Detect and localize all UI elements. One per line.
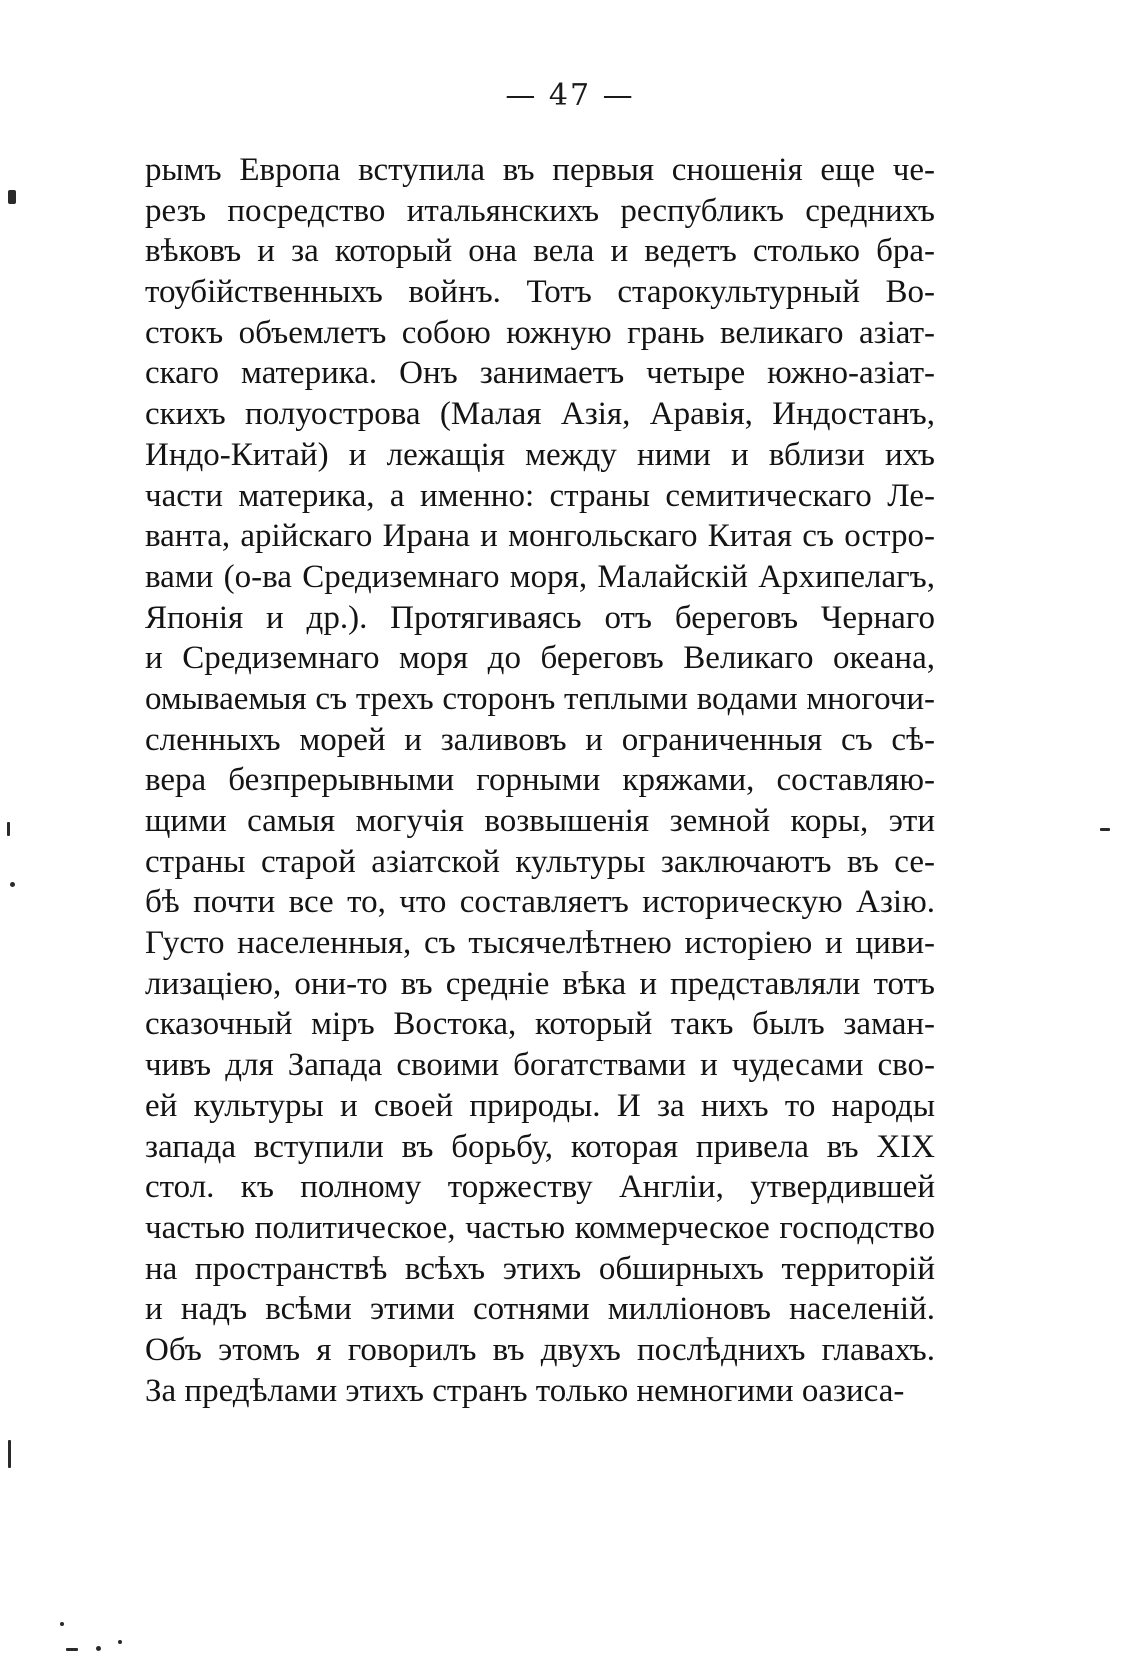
margin-mark — [8, 1440, 11, 1468]
margin-mark — [7, 822, 10, 836]
margin-mark — [96, 1646, 101, 1651]
text-line: частью политическое, частью коммерческое господство — [145, 1209, 935, 1246]
text-line: вами (о-ва Средиземнаго моря, Малайскій Архипелагъ, — [145, 558, 935, 595]
text-line: бѣ почти все то, что составляетъ историческую Азію. — [145, 884, 935, 921]
text-line: Густо населенныя, съ тысячелѣтнею исторіею и циви- — [145, 925, 935, 962]
text-line: Индо-Китай) и лежащія между ними и вблизи ихъ — [145, 436, 935, 473]
text-line: стокъ объемлетъ собою южную грань великаго азіат- — [145, 314, 935, 351]
text-line: на пространствѣ всѣхъ этихъ обширныхъ территорій — [145, 1250, 935, 1287]
text-line: скихъ полуострова (Малая Азія, Аравія, Индостанъ, — [145, 396, 935, 433]
text-line: чивъ для Запада своими богатствами и чудесами сво- — [145, 1047, 935, 1084]
text-line: омываемыя съ трехъ сторонъ теплыми водами многочи- — [145, 680, 935, 717]
text-line: страны старой азіатской культуры заключаютъ въ се- — [145, 843, 935, 880]
text-line: За предѣлами этихъ странъ только немногими оазиса- — [145, 1372, 905, 1409]
margin-mark — [8, 190, 16, 204]
margin-mark — [1100, 828, 1110, 831]
margin-mark — [10, 882, 15, 887]
page-body-text — [145, 150, 935, 1411]
text-line: резъ посредство итальянскихъ республикъ среднихъ — [145, 192, 935, 229]
text-line: и надъ всѣми этими сотнями миллiоновъ населеній. — [145, 1291, 935, 1328]
page-number: — 47 — — [505, 78, 635, 113]
text-line: Объ этомъ я говорилъ въ двухъ послѣднихъ главахъ. — [145, 1331, 935, 1368]
text-line: сленныхъ морей и заливовъ и ограниченныя съ сѣ- — [145, 721, 935, 758]
text-line: стол. къ полному торжеству Англіи, утвердившей — [145, 1169, 935, 1206]
text-line: лизаціею, они-то въ средніе вѣка и представляли тотъ — [145, 965, 935, 1002]
text-line: и Средиземнаго моря до береговъ Великаго океана, — [145, 640, 935, 677]
text-line: вѣковъ и за который она вела и ведетъ столько бра- — [145, 233, 935, 270]
text-line: сказочный міръ Востока, который такъ былъ заман- — [145, 1006, 935, 1043]
text-line: ванта, арійскаго Ирана и монгольскаго Китая съ остро- — [145, 518, 935, 555]
text-line: части материка, а именно: страны семитическаго Ле- — [145, 477, 935, 514]
margin-mark — [66, 1648, 78, 1651]
text-line: ей культуры и своей природы. И за нихъ то народы — [145, 1087, 935, 1124]
text-line: тоубійственныхъ войнъ. Тотъ старокультурный Во- — [145, 274, 935, 311]
text-line: скаго материка. Онъ занимаетъ четыре южно-азіат- — [145, 355, 935, 392]
text-line: вера безпрерывными горными кряжами, составляю- — [145, 762, 935, 799]
margin-mark — [60, 1622, 64, 1626]
margin-mark — [118, 1640, 122, 1644]
text-line: Японія и др.). Протягиваясь отъ береговъ Чернаго — [145, 599, 935, 636]
text-line: щими самыя могучія возвышенія земной коры, эти — [145, 803, 935, 839]
text-line: рымъ Европа вступила въ первыя сношенія еще че- — [145, 152, 935, 188]
text-line: запада вступили въ борьбу, которая привела въ XIX — [145, 1128, 935, 1165]
